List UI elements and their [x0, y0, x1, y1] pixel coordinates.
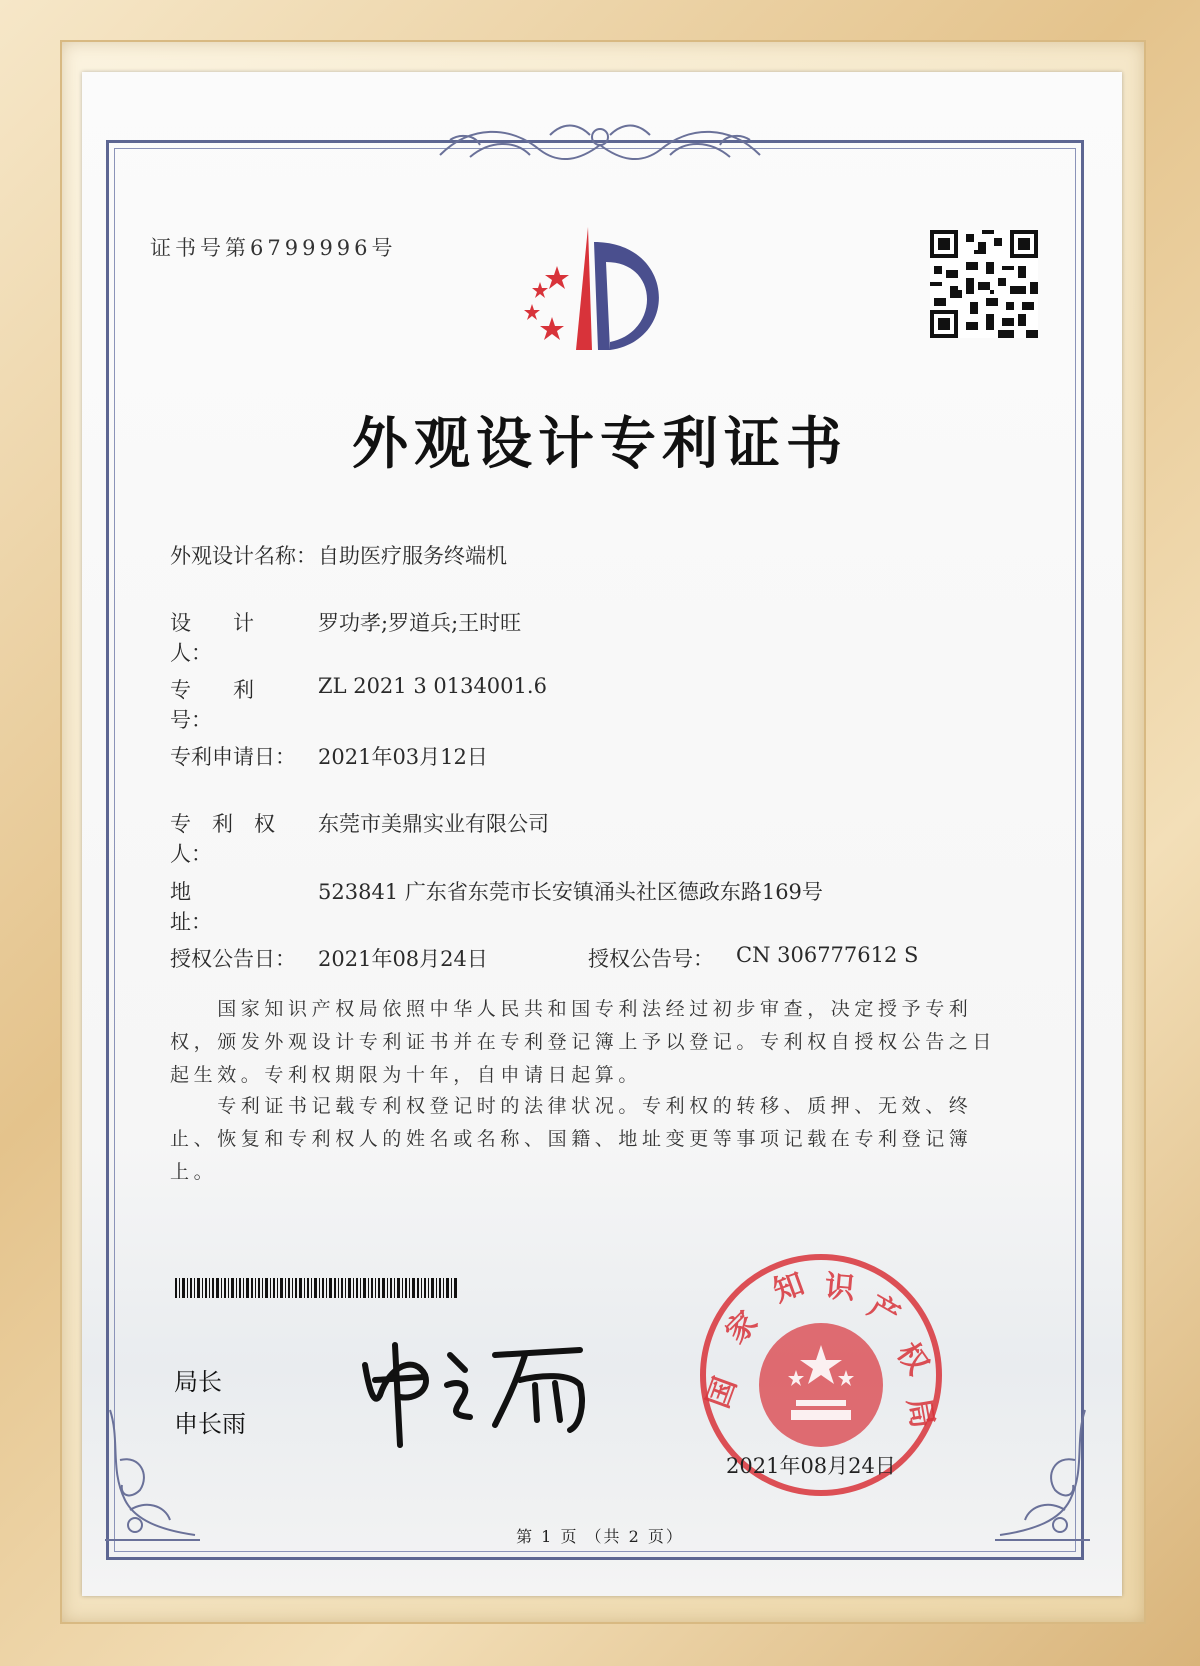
field-grant — [170, 943, 918, 973]
certificate-number: 证书号第6799996号 — [150, 236, 397, 260]
svg-text:知: 知 — [768, 1266, 809, 1310]
grant-date-value: 2021年08月24日 — [318, 947, 488, 971]
grant-date-label: 授权公告日： — [170, 947, 296, 971]
field-patent-number — [170, 674, 547, 734]
signature-icon — [355, 1325, 595, 1455]
director-title: 局长 — [174, 1368, 222, 1396]
grant-number-label: 授权公告号： — [588, 947, 714, 971]
field-label: 地 址： — [170, 880, 296, 934]
svg-text:识: 识 — [823, 1269, 857, 1307]
grant-number-value: CN 306777612 S — [736, 943, 919, 967]
svg-text:局: 局 — [900, 1395, 940, 1431]
seal-date: 2021年08月24日 — [726, 1454, 896, 1478]
field-value: 523841 广东省东莞市长安镇涌头社区德政东路169号 — [318, 880, 823, 904]
legal-paragraph-1: 国家知识产权局依照中华人民共和国专利法经过初步审查，决定授予专利权，颁发外观设计专利证书并在专利登记簿上予以登记。专利权自授权公告之日起生效。专利权期限为十年，自申请日起算。 — [170, 998, 997, 1086]
director-name: 申长雨 — [174, 1410, 246, 1438]
certificate-title: 外观设计专利证书 — [352, 411, 848, 477]
svg-text:家: 家 — [718, 1304, 765, 1351]
field-label: 设 计 人： — [170, 611, 296, 665]
field-value: 2021年03月12日 — [318, 745, 488, 769]
field-value: 自助医疗服务终端机 — [318, 544, 507, 568]
field-value: ZL 2021 3 0134001.6 — [318, 674, 547, 698]
field-label: 专 利 号： — [170, 678, 296, 732]
field-design-name — [170, 540, 507, 570]
field-label: 专利申请日： — [170, 745, 296, 769]
top-ornament-icon — [430, 115, 770, 175]
field-value: 东莞市美鼎实业有限公司 — [318, 812, 549, 836]
page-number: 第 1 页 （共 2 页） — [516, 1527, 684, 1546]
legal-paragraph-2: 专利证书记载专利权登记时的法律状况。专利权的转移、质押、无效、终止、恢复和专利权人的姓名或名称、国籍、地址变更等事项记载在专利登记簿上。 — [170, 1095, 973, 1183]
cnipa-logo-icon — [510, 222, 685, 352]
field-patentee — [170, 808, 549, 868]
svg-text:权: 权 — [889, 1336, 936, 1382]
qr-code-icon — [930, 230, 1038, 338]
svg-text:产: 产 — [862, 1288, 906, 1334]
field-label: 外观设计名称： — [170, 544, 317, 568]
svg-text:国: 国 — [700, 1372, 744, 1413]
field-designers — [170, 607, 521, 667]
field-value: 罗功孝;罗道兵;王时旺 — [318, 611, 522, 635]
field-label: 专 利 权 人： — [170, 812, 296, 866]
barcode-icon — [175, 1278, 457, 1298]
field-address — [170, 876, 823, 936]
field-application-date — [170, 741, 488, 771]
